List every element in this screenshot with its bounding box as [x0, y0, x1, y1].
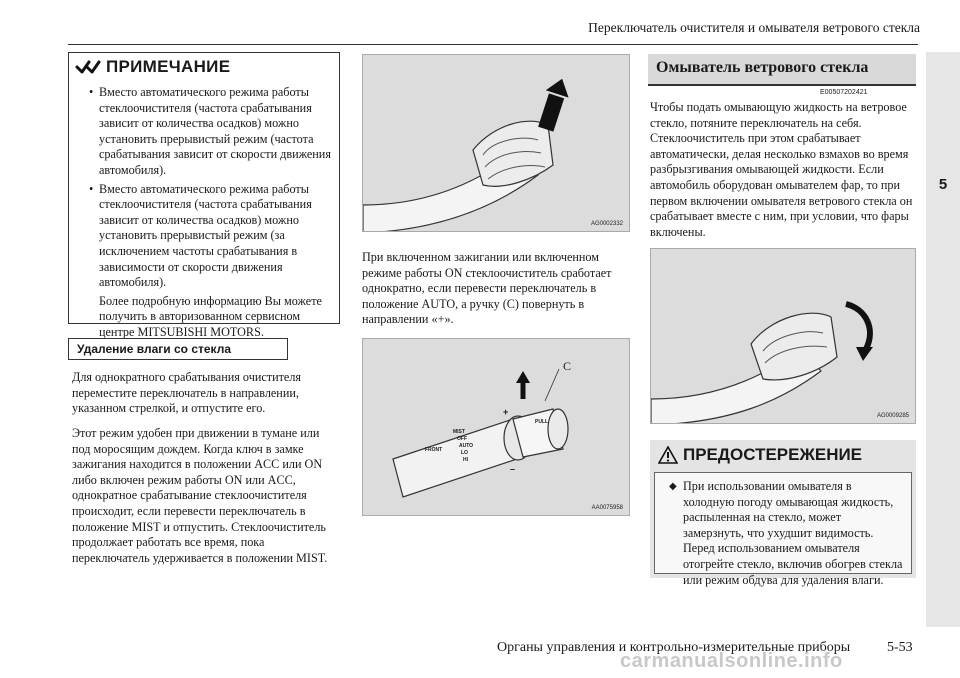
knob-minus-label: –: [510, 464, 516, 474]
note-box: [68, 52, 340, 339]
section-title-washer: Омыватель ветрового стекла: [648, 54, 916, 84]
lever-label-front: FRONT: [425, 447, 443, 453]
warning-text: ◆ При использовании омывателя в холодную погоду омывающая жидкость, распыленная на стекло, может замерзнуть, что ухудшит видимость. Перед использованием омывателя отогрейте стекло, включив обогрев стекла или режим обдува для удаления влаги.: [669, 479, 905, 588]
warning-header: [658, 445, 862, 465]
wiper-knob-illustration: [363, 339, 630, 516]
section-title-rule: [648, 84, 916, 86]
figure-code: AA0075958: [591, 505, 623, 511]
footer-section-name: Органы управления и контрольно-измерительные приборы: [497, 640, 851, 655]
subheading-moisture-removal: Удаление влаги со стекла: [68, 338, 288, 360]
footer-page-number: 5-53: [887, 640, 913, 655]
wiper-lever-illustration: [363, 55, 630, 232]
left-paragraph-1: Для однократного срабатывания очистителя переместите переключатель в направлении, указанном стрелкой, и отпустите его.: [72, 370, 302, 416]
lever-label-off: OFF: [457, 436, 467, 442]
chapter-side-tab: [926, 52, 960, 627]
lever-label-lo: LO: [461, 450, 468, 456]
lever-label-auto: AUTO: [459, 443, 474, 449]
lever-label-hi: HI: [463, 457, 468, 463]
left-paragraph-2: Этот режим удобен при движении в тумане или под моросящим дождем. Когда ключ в замке зажигания находится в положении ACC или ON либо включен режим работы ON или ACC, однократное срабатывание стеклоочистителя происходит, если перевести переключатель в положение MIST и отпустить. Стеклоочиститель продолжает работать все время, пока переключатель удерживается в положении MIST.: [72, 426, 328, 565]
note-tail: Более подробную информацию Вы можете получить в авторизованном сервисном центре MITSUBISHI MOTORS.: [99, 293, 322, 339]
warning-triangle-icon: [658, 446, 678, 464]
page-header-title: Переключатель очистителя и омывателя ветрового стекла: [588, 20, 920, 35]
figure-code: AG0009285: [876, 413, 909, 419]
callout-c: C: [563, 359, 572, 373]
chapter-number: 5: [938, 176, 948, 193]
figure-wiper-lever-up: [362, 54, 630, 232]
warning-heading: ПРЕДОСТЕРЕЖЕНИЕ: [683, 445, 863, 464]
lever-label-mist: MIST: [453, 429, 465, 435]
figure-code: AG0002332: [590, 221, 623, 227]
figure-wiper-lever-pull: [650, 248, 916, 424]
right-paragraph: Чтобы подать омывающую жидкость на ветровое стекло, потяните переключатель на себя. Стеклоочиститель при этом срабатывает автоматически, делая несколько взмахов во время разбрызгивания омывающей жидкости. Если автомобиль оборудован омывателем фар, то при первом включении омывателя ветрового стекла он срабатывает вместе с ним, при условии, что фары включены.: [650, 100, 913, 239]
figure-wiper-lever-knob: [362, 338, 630, 516]
warning-content: [654, 472, 912, 587]
washer-lever-illustration: [651, 249, 916, 424]
watermark: carmanualsonline.info: [620, 650, 843, 672]
lever-label-pull: PULL: [535, 419, 549, 425]
note-heading: ПРИМЕЧАНИЕ: [106, 57, 231, 76]
middle-paragraph: При включенном зажигании или включенном режиме работы ON стеклоочиститель сработает однократно, если перевести переключатель в положение AUTO, а ручку (C) повернуть в направлении «+».: [362, 250, 612, 327]
section-code: E00507202421: [820, 89, 868, 96]
note-header: [75, 57, 230, 77]
knob-plus-label: +: [503, 407, 509, 417]
note-body: [87, 85, 335, 341]
warning-box: [650, 440, 916, 587]
note-check-icon: [75, 59, 101, 75]
header-rule: [68, 44, 918, 45]
note-bullet: • Вместо автоматического режима работы стеклоочистителя (частота срабатывания зависит от количества осадков) можно установить прерывистый режим (частота срабатывания зависит от скорости движения автомобиля).: [87, 85, 335, 179]
note-bullet: • Вместо автоматического режима работы стеклоочистителя (частота срабатывания зависит от количества осадков) можно установить прерывистый режим (за исключением частоты срабатывания в зависимости от скорости движения автомобиля).: [87, 182, 335, 291]
